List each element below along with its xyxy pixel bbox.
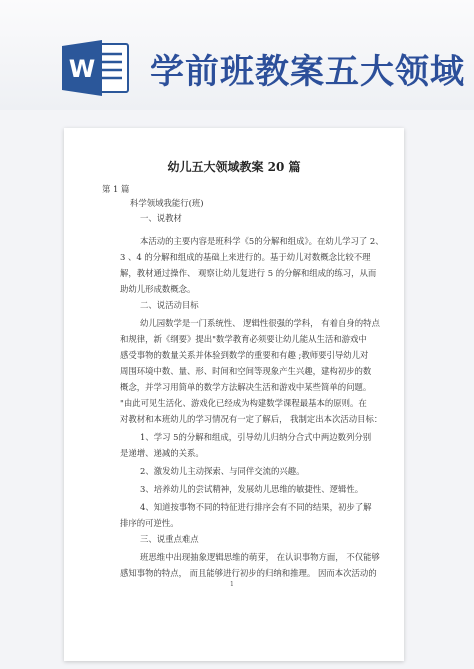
document-line: 科学领域我能行(班) [130,198,204,208]
document-line: 对教材和本班幼儿的学习情况有一定了解后， 我制定出本次活动目标： [120,414,383,424]
banner-title: 学前班教案五大领域 [150,52,465,92]
document-page [64,128,404,661]
document-line: 本活动的主要内容是班科学《5的分解和组成》。在幼儿学习了 2、 [140,236,384,246]
document-line: 感受事物的数量关系并体验到数学的重要和有趣 ;教师要引导幼儿对 [120,350,369,360]
document-line: 幼儿园数学是一门系统性、 逻辑性很强的学科， 有着自身的特点 [140,318,380,328]
document-line: 感知事物的特点， 而且能够进行初步的归纳和推理。 因而本次活动的 [120,568,377,578]
document-line: 二、说活动目标 [140,300,199,310]
document-line: 排序的可逆性。 [120,518,179,528]
document-title: 幼儿五大领域教案 20 篇 [167,160,301,174]
document-line: 1、学习 5的分解和组成，引导幼儿归纳分合式中两边数列分别 [140,432,372,442]
document-line: 周围环境中数、量、形、时间和空间等现象产生兴趣，建构初步的数 [120,366,372,376]
document-line: 2、激发幼儿主动探索、与同伴交流的兴趣。 [140,466,305,476]
document-line: 概念，并学习用简单的数学方法解决生活和游戏中某些简单的问题。 [120,382,372,392]
word-logo-icon [60,38,132,98]
document-line: 4、知道按事物不同的特征进行排序会有不同的结果，初步了解 [140,502,372,512]
document-line: 3、培养幼儿的尝试精神，发展幼儿思维的敏捷性、逻辑性。 [140,484,364,494]
document-line: 一、说教材 [140,213,182,223]
document-line: 第 1 篇 [102,184,130,194]
banner [0,0,474,110]
page-number: 1 [230,581,234,588]
document-line: 3 、4 的分解和组成的基础上来进行的。基于幼儿对数概念比较不理 [120,252,371,262]
document-line: "由此可见生活化、游戏化已经成为构建数学课程最基本的原则。在 [120,398,367,408]
word-logo-letter: W [68,55,96,83]
document-line: 班思维中出现抽象逻辑思维的萌芽， 在认识事物方面， 不仅能够 [140,552,380,562]
document-line: 三、说重点难点 [140,534,199,544]
document-line: 解，教材通过操作、 观察让幼儿复进行 5 的分解和组成的练习，从而 [120,268,377,278]
document-line: 和规律，新《纲要》提出"数学教育必须要让幼儿能从生活和游戏中 [120,334,367,344]
document-line: 助幼儿形成数概念。 [120,284,196,294]
document-line: 是递增、递减的关系。 [120,448,204,458]
